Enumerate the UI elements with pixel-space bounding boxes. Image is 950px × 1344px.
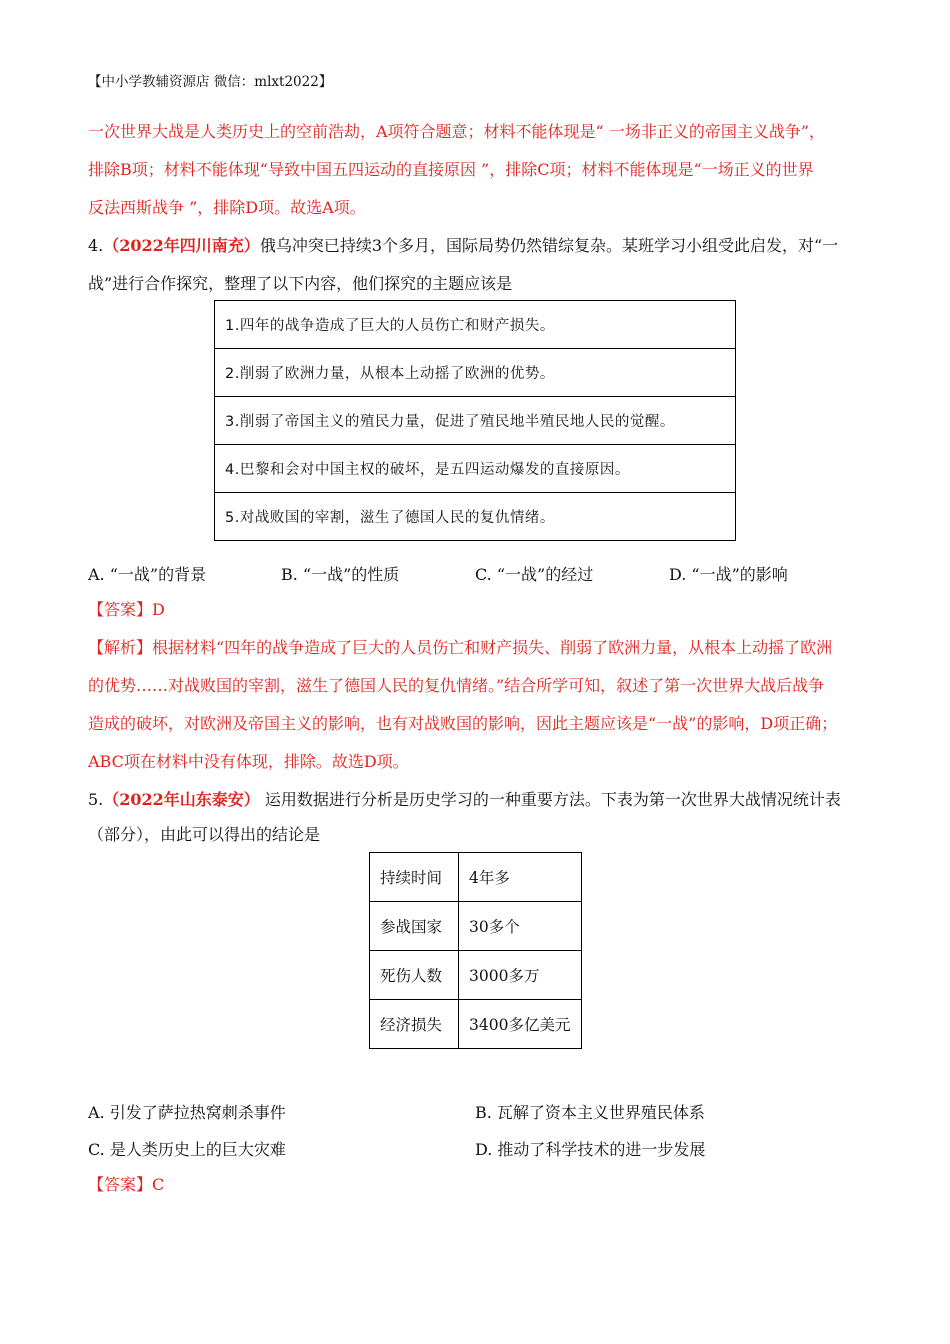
q4-material-item: 2.削弱了欧洲力量，从根本上动摇了欧洲的优势。 xyxy=(215,349,736,397)
q5-options-row1 xyxy=(88,1100,868,1130)
q5-option-b: B. 瓦解了资本主义世界殖民体系 xyxy=(475,1103,705,1122)
q4-material-table xyxy=(214,300,736,541)
q4-analysis-line2: 的优势……对战败国的宰割，滋生了德国人民的复仇情绪。”结合所学可知，叙述了第一次世界大战后战争 xyxy=(88,676,825,695)
q4-material-item: 1.四年的战争造成了巨大的人员伤亡和财产损失。 xyxy=(215,301,736,349)
q4-stem-line2: 战”进行合作探究，整理了以下内容，他们探究的主题应该是 xyxy=(88,274,513,293)
q5-option-d: D. 推动了科学技术的进一步发展 xyxy=(475,1140,706,1159)
table-row xyxy=(370,853,582,902)
stat-value: 3000多万 xyxy=(459,951,582,1000)
q4-options xyxy=(88,562,868,592)
stat-key: 持续时间 xyxy=(370,853,459,902)
q5-stats-table xyxy=(369,852,582,1049)
stat-value: 3400多亿美元 xyxy=(459,1000,582,1049)
q4-option-c: C. “一战”的经过 xyxy=(475,565,594,584)
page-header: 【中小学教辅资源店 微信：mlxt2022】 xyxy=(88,74,333,90)
q4-option-b: B. “一战”的性质 xyxy=(281,565,400,584)
q4-material-item: 5.对战败国的宰割，滋生了德国人民的复仇情绪。 xyxy=(215,493,736,541)
table-row xyxy=(370,951,582,1000)
q4-source: （2022年四川南充） xyxy=(103,236,260,255)
q4-material-item: 4.巴黎和会对中国主权的破坏，是五四运动爆发的直接原因。 xyxy=(215,445,736,493)
q5-stem-text: 运用数据进行分析是历史学习的一种重要方法。下表为第一次世界大战情况统计表 xyxy=(259,790,841,809)
q4-analysis-line1: 【解析】根据材料“四年的战争造成了巨大的人员伤亡和财产损失、削弱了欧洲力量，从根本上动摇了欧洲 xyxy=(88,638,833,657)
stat-key: 经济损失 xyxy=(370,1000,459,1049)
q5-stem-line2: （部分），由此可以得出的结论是 xyxy=(88,825,321,844)
stat-value: 4年多 xyxy=(459,853,582,902)
table-row xyxy=(370,902,582,951)
prev-analysis-line3: 反法西斯战争 ”，排除D项。故选A项。 xyxy=(88,198,366,217)
q4-analysis-line4: ABC项在材料中没有体现，排除。故选D项。 xyxy=(88,752,409,771)
q4-analysis-line3: 造成的破坏，对欧洲及帝国主义的影响，也有对战败国的影响，因此主题应该是“一战”的影响，D项正确； xyxy=(88,714,838,733)
q5-option-c: C. 是人类历史上的巨大灾难 xyxy=(88,1140,286,1159)
q5-stem-line1 xyxy=(88,781,863,819)
stat-value: 30多个 xyxy=(459,902,582,951)
stat-key: 死伤人数 xyxy=(370,951,459,1000)
q5-option-a: A. 引发了萨拉热窝刺杀事件 xyxy=(88,1103,286,1122)
prev-analysis-line2: 排除B项；材料不能体现“导致中国五四运动的直接原因 ”，排除C项；材料不能体现是“一场正义的世界 xyxy=(88,160,814,179)
q5-options-row2 xyxy=(88,1137,868,1167)
table-row xyxy=(370,1000,582,1049)
q5-source: （2022年山东泰安） xyxy=(103,790,260,809)
stat-key: 参战国家 xyxy=(370,902,459,951)
q5-number: 5. xyxy=(88,790,104,809)
q4-stem-line1 xyxy=(88,227,863,265)
q4-option-a: A. “一战”的背景 xyxy=(88,565,207,584)
q4-option-d: D. “一战”的影响 xyxy=(669,565,788,584)
q4-number: 4. xyxy=(88,236,104,255)
q4-stem-text: 俄乌冲突已持续3个多月，国际局势仍然错综复杂。某班学习小组受此启发，对“一 xyxy=(259,236,839,255)
q5-answer: 【答案】C xyxy=(88,1175,165,1194)
prev-analysis-line1: 一次世界大战是人类历史上的空前浩劫，A项符合题意；材料不能体现是“ 一场非正义的帝国主义战争”， xyxy=(88,122,826,141)
q4-material-item: 3.削弱了帝国主义的殖民力量，促进了殖民地半殖民地人民的觉醒。 xyxy=(215,397,736,445)
q4-answer: 【答案】D xyxy=(88,600,165,619)
